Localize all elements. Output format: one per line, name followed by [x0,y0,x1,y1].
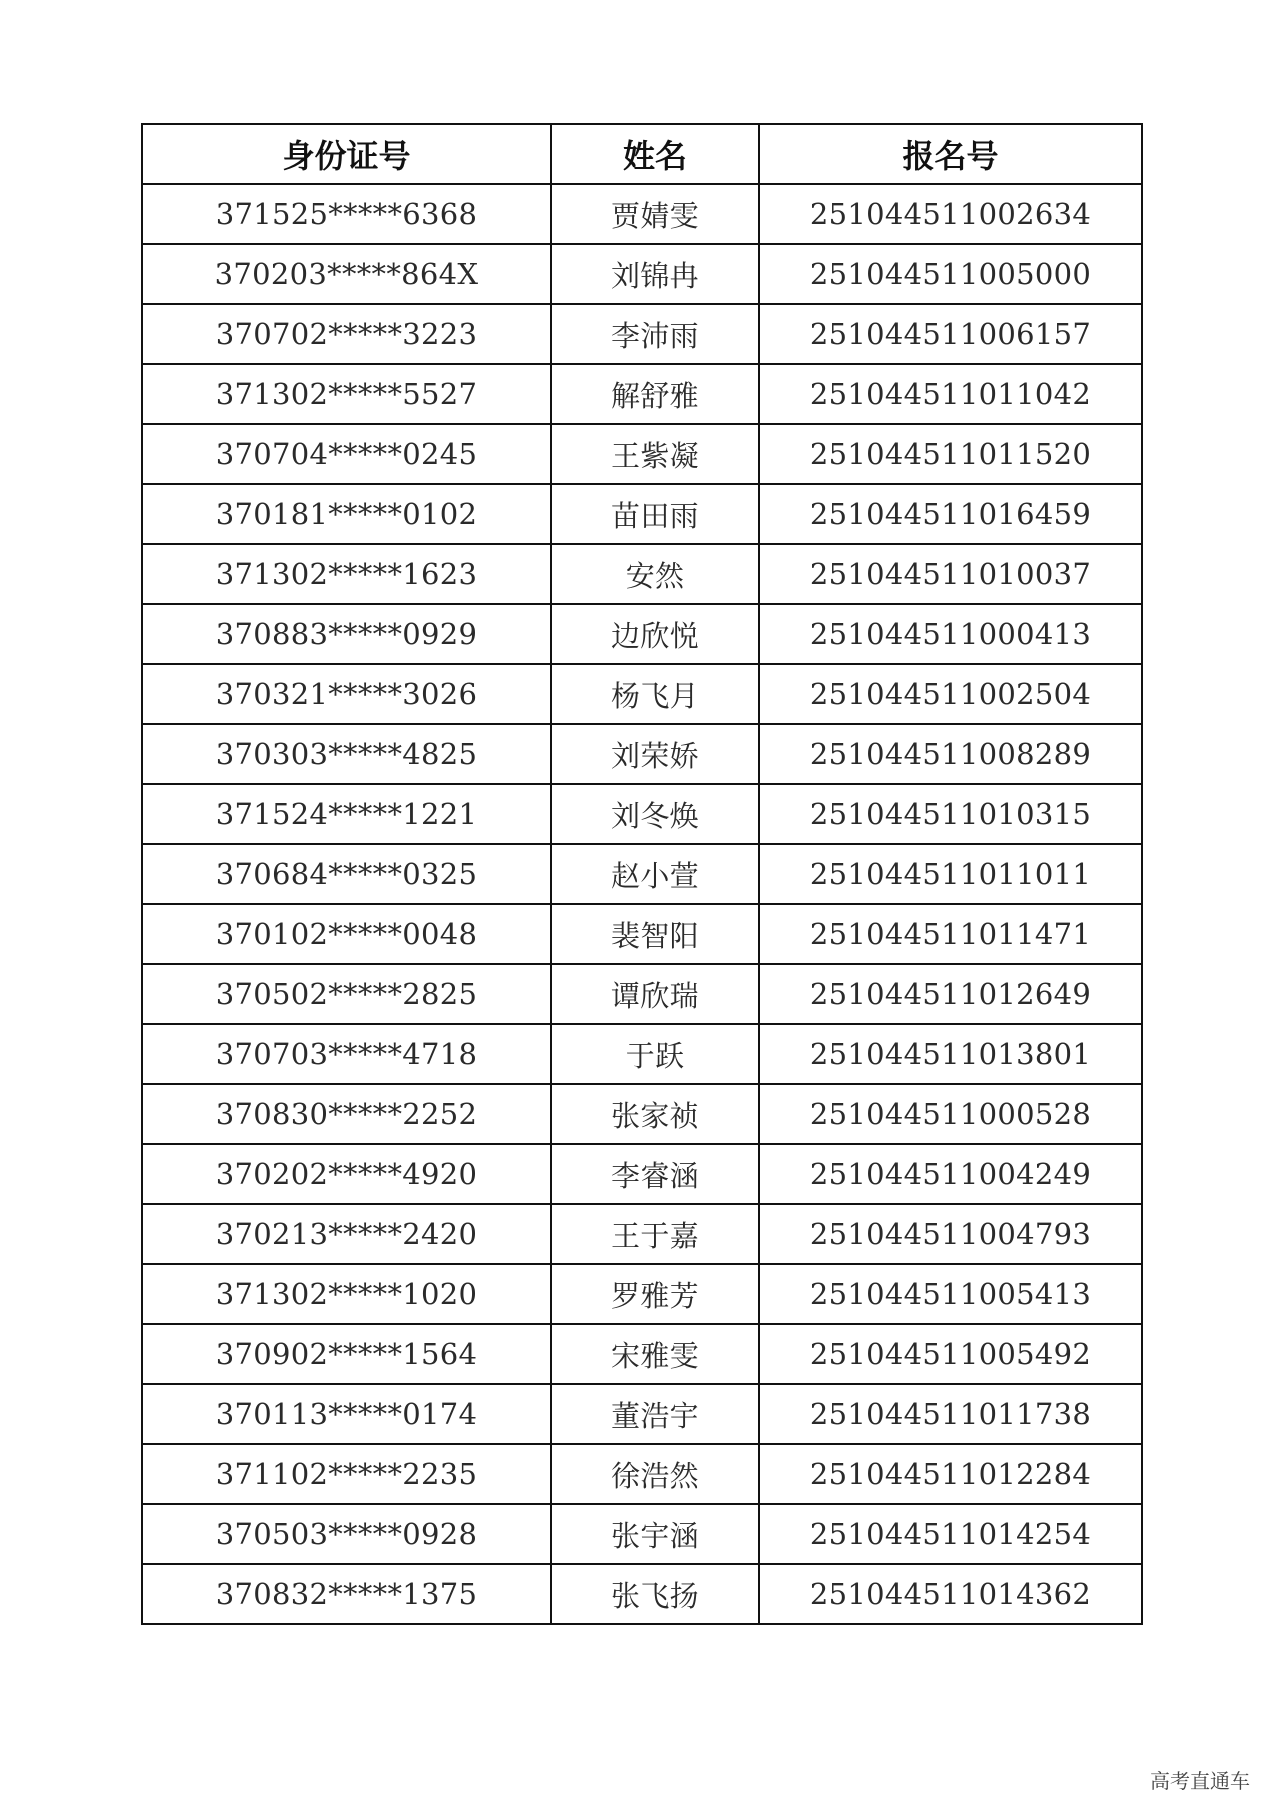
table-row [142,1444,1142,1504]
id-number-cell: 370213*****2420 [142,1204,551,1264]
header-id-number: 身份证号 [142,124,551,184]
id-number-cell: 371524*****1221 [142,784,551,844]
registration-number-cell: 251044511004793 [759,1204,1142,1264]
id-number-cell: 370702*****3223 [142,304,551,364]
id-number-cell: 371302*****1623 [142,544,551,604]
table-row [142,484,1142,544]
id-number-cell: 371302*****5527 [142,364,551,424]
table-row [142,1384,1142,1444]
registration-number-cell: 251044511005413 [759,1264,1142,1324]
table-row [142,244,1142,304]
name-cell: 贾婧雯 [551,184,759,244]
id-number-cell: 370883*****0929 [142,604,551,664]
id-number-cell: 370684*****0325 [142,844,551,904]
table-row [142,544,1142,604]
registration-number-cell: 251044511011042 [759,364,1142,424]
name-cell: 杨飞月 [551,664,759,724]
table-row [142,1024,1142,1084]
id-number-cell: 370832*****1375 [142,1564,551,1624]
table-row [142,1204,1142,1264]
registration-number-cell: 251044511011520 [759,424,1142,484]
registration-number-cell: 251044511000528 [759,1084,1142,1144]
table-row [142,604,1142,664]
name-cell: 边欣悦 [551,604,759,664]
name-cell: 安然 [551,544,759,604]
registration-number-cell: 251044511008289 [759,724,1142,784]
table-row [142,304,1142,364]
table-row [142,964,1142,1024]
header-row [142,124,1142,184]
name-cell: 李沛雨 [551,304,759,364]
name-cell: 王紫凝 [551,424,759,484]
name-cell: 刘冬焕 [551,784,759,844]
name-cell: 宋雅雯 [551,1324,759,1384]
id-number-cell: 370113*****0174 [142,1384,551,1444]
registration-number-cell: 251044511011738 [759,1384,1142,1444]
registration-number-cell: 251044511014254 [759,1504,1142,1564]
table-row [142,664,1142,724]
id-number-cell: 370303*****4825 [142,724,551,784]
id-number-cell: 370502*****2825 [142,964,551,1024]
id-number-cell: 371525*****6368 [142,184,551,244]
id-number-cell: 370203*****864X [142,244,551,304]
table-header [142,124,1142,184]
table-row [142,1504,1142,1564]
registration-number-cell: 251044511013801 [759,1024,1142,1084]
name-cell: 张宇涵 [551,1504,759,1564]
registration-number-cell: 251044511010315 [759,784,1142,844]
table-row [142,904,1142,964]
registration-number-cell: 251044511010037 [759,544,1142,604]
id-number-cell: 370902*****1564 [142,1324,551,1384]
id-number-cell: 370181*****0102 [142,484,551,544]
registration-number-cell: 251044511000413 [759,604,1142,664]
name-cell: 解舒雅 [551,364,759,424]
id-number-cell: 370503*****0928 [142,1504,551,1564]
registration-number-cell: 251044511016459 [759,484,1142,544]
table-row [142,1084,1142,1144]
table-row [142,184,1142,244]
table-row [142,1564,1142,1624]
registration-number-cell: 251044511014362 [759,1564,1142,1624]
header-name: 姓名 [551,124,759,184]
registration-number-cell: 251044511012284 [759,1444,1142,1504]
name-cell: 于跃 [551,1024,759,1084]
name-cell: 刘锦冉 [551,244,759,304]
watermark-text: 高考直通车 [1144,1763,1256,1796]
roster-table [141,123,1143,1625]
table-row [142,844,1142,904]
name-cell: 苗田雨 [551,484,759,544]
registration-number-cell: 251044511005000 [759,244,1142,304]
registration-number-cell: 251044511012649 [759,964,1142,1024]
id-number-cell: 370202*****4920 [142,1144,551,1204]
registration-number-cell: 251044511005492 [759,1324,1142,1384]
id-number-cell: 370321*****3026 [142,664,551,724]
table-body [142,184,1142,1624]
table-row [142,1264,1142,1324]
id-number-cell: 371102*****2235 [142,1444,551,1504]
name-cell: 赵小萱 [551,844,759,904]
registration-number-cell: 251044511002634 [759,184,1142,244]
table-row [142,1324,1142,1384]
id-number-cell: 370704*****0245 [142,424,551,484]
name-cell: 裴智阳 [551,904,759,964]
name-cell: 张家祯 [551,1084,759,1144]
name-cell: 刘荣娇 [551,724,759,784]
table-row [142,1144,1142,1204]
registration-number-cell: 251044511006157 [759,304,1142,364]
table-row [142,424,1142,484]
id-number-cell: 370830*****2252 [142,1084,551,1144]
name-cell: 谭欣瑞 [551,964,759,1024]
table-row [142,784,1142,844]
name-cell: 李睿涵 [551,1144,759,1204]
id-number-cell: 371302*****1020 [142,1264,551,1324]
name-cell: 张飞扬 [551,1564,759,1624]
registration-number-cell: 251044511011471 [759,904,1142,964]
table-row [142,724,1142,784]
id-number-cell: 370102*****0048 [142,904,551,964]
table-row [142,364,1142,424]
name-cell: 徐浩然 [551,1444,759,1504]
name-cell: 董浩宇 [551,1384,759,1444]
name-cell: 王于嘉 [551,1204,759,1264]
registration-number-cell: 251044511004249 [759,1144,1142,1204]
header-registration-number: 报名号 [759,124,1142,184]
registration-number-cell: 251044511011011 [759,844,1142,904]
registration-number-cell: 251044511002504 [759,664,1142,724]
name-cell: 罗雅芳 [551,1264,759,1324]
id-number-cell: 370703*****4718 [142,1024,551,1084]
